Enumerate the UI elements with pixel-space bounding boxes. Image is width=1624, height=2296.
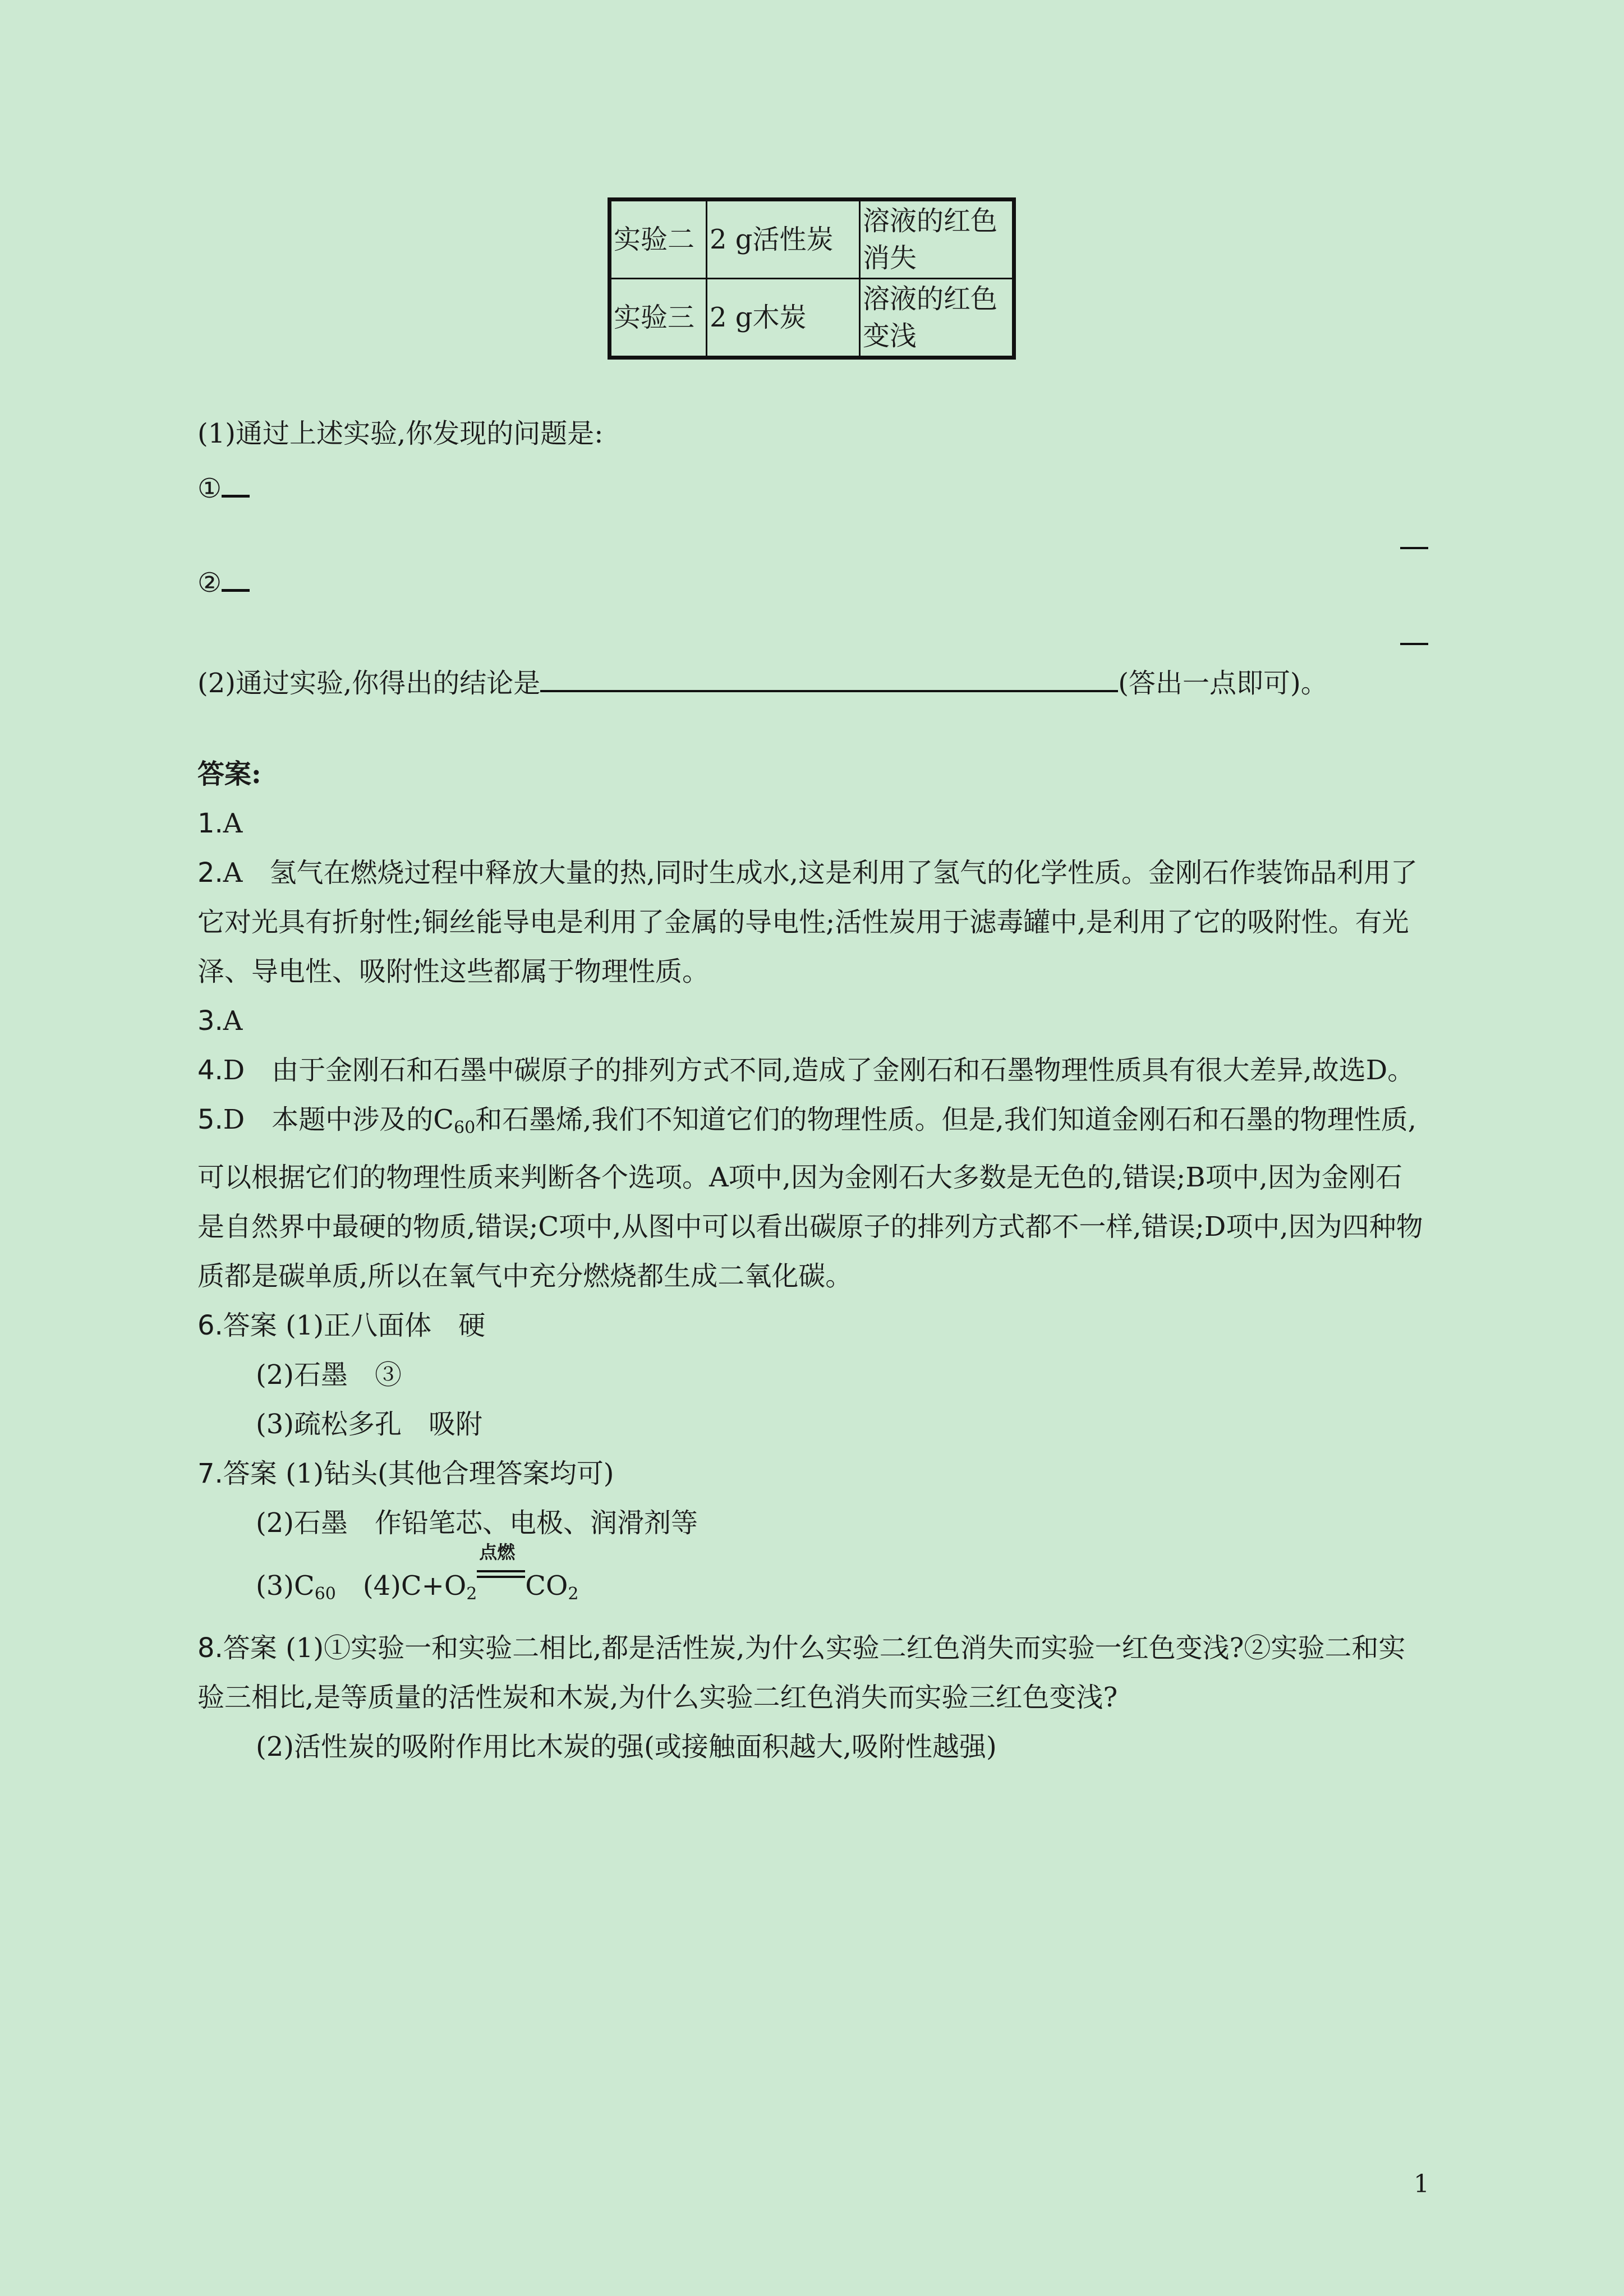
answer-item [197, 799, 1426, 848]
answer-item [197, 1095, 1426, 1301]
answer-number: 3. [197, 1005, 223, 1037]
answer-number: 5. [197, 1104, 223, 1135]
answer-subline: (2)石墨 作铅笔芯、电极、润滑剂等 [256, 1507, 698, 1539]
answer-text: A [223, 1005, 243, 1037]
table-cell-material: 2 g木炭 [707, 279, 860, 358]
answer-text: (4)C+O [335, 1570, 467, 1602]
table-row [610, 279, 1014, 358]
experiment-table [608, 197, 1016, 360]
subscript: 60 [454, 1118, 476, 1138]
answer-text: A [223, 808, 243, 839]
answer-item [197, 1301, 1426, 1350]
answer-blank [540, 661, 1118, 692]
answer-number: 7. [197, 1458, 223, 1489]
answer-item [197, 1046, 1426, 1095]
answer-section [197, 749, 1426, 1772]
answer-text: (1)钻头(其他合理答案均可) [286, 1458, 614, 1489]
answer-blank [222, 470, 250, 498]
reaction-condition-label: 点燃 [479, 1542, 516, 1563]
subscript: 60 [314, 1584, 336, 1604]
question-1-prompt: (1)通过上述实验,你发现的问题是: [197, 418, 604, 449]
answer-item [197, 1449, 1426, 1498]
answer-text: D 由于金刚石和石墨中碳原子的排列方式不同,造成了金刚石和石墨物理性质具有很大差异,故选D。 [223, 1055, 1415, 1086]
answer-text: CO [525, 1570, 568, 1602]
answer-heading: 答案: [197, 758, 261, 790]
answer-text: 和石墨烯,我们不知道它们的物理性质。但是,我们知道金刚石和石墨的物理性质,可以根据它们的物理性质来判断各个选项。A项中,因为金刚石大多数是无色的,错误;B项中,因为金刚石是自然界中最硬的物质,错误;C项中,从图中可以看出碳原子的排列方式都不一样,错误;D项中,因为四种物质都是碳单质,所以在氧气中充分燃烧都生成二氧化碳。 [197, 1104, 1423, 1292]
answer-text: D 本题中涉及的C [223, 1104, 454, 1135]
answer-label: 答案 [223, 1632, 277, 1664]
table-cell-name: 实验三 [610, 279, 707, 358]
circled-marker: ① [197, 473, 222, 504]
answer-subline: (2)石墨 ③ [256, 1359, 402, 1391]
answer-number: 8. [197, 1632, 223, 1664]
answer-number: 6. [197, 1310, 223, 1341]
question-2-prefix: (2)通过实验,你得出的结论是 [197, 668, 541, 699]
answer-item [197, 848, 1426, 996]
answer-item [197, 1623, 1426, 1722]
question-2-suffix: (答出一点即可)。 [1118, 668, 1328, 699]
answer-text: (1)正八面体 硬 [286, 1310, 486, 1341]
blank-continuation-dash [1400, 547, 1428, 549]
circled-marker: ② [197, 567, 222, 599]
subscript: 2 [568, 1584, 579, 1604]
question-2 [197, 661, 1328, 702]
answer-label: 答案 [223, 1458, 277, 1489]
table-cell-result: 溶液的红色消失 [860, 200, 1014, 279]
answer-item [197, 996, 1426, 1046]
answer-blank [222, 564, 250, 592]
table-row [610, 200, 1014, 279]
answer-subline: (3)疏松多孔 吸附 [256, 1409, 482, 1440]
answer-number: 4. [197, 1055, 223, 1086]
answer-text: A 氢气在燃烧过程中释放大量的热,同时生成水,这是利用了氢气的化学性质。金刚石作装饰品利用了它对光具有折射性;铜丝能导电是利用了金属的导电性;活性炭用于滤毒罐中,是利用了它的吸附性。有光泽、导电性、吸附性这些都属于物理性质。 [197, 857, 1418, 987]
table-cell-name: 实验二 [610, 200, 707, 279]
blank-continuation-dash [1400, 643, 1428, 645]
question-1-blank-1 [197, 470, 250, 507]
answer-subline: (2)活性炭的吸附作用比木炭的强(或接触面积越大,吸附性越强) [256, 1731, 997, 1763]
chemical-equation-line [197, 1542, 1426, 1619]
answer-number: 1. [197, 808, 223, 839]
answer-text: (1)①实验一和实验二相比,都是活性炭,为什么实验二红色消失而实验一红色变浅?②实验二和实验三相比,是等质量的活性炭和木炭,为什么实验二红色消失而实验三红色变浅? [197, 1632, 1406, 1713]
table-cell-material: 2 g活性炭 [707, 200, 860, 279]
subscript: 2 [466, 1584, 477, 1604]
question-1-blank-2 [197, 564, 250, 601]
answer-number: 2. [197, 857, 223, 889]
answer-label: 答案 [223, 1310, 277, 1341]
answer-text: (3)C [256, 1570, 315, 1602]
reaction-condition-equals [477, 1542, 525, 1595]
table-cell-result: 溶液的红色变浅 [860, 279, 1014, 358]
page-number: 1 [1414, 2170, 1429, 2198]
